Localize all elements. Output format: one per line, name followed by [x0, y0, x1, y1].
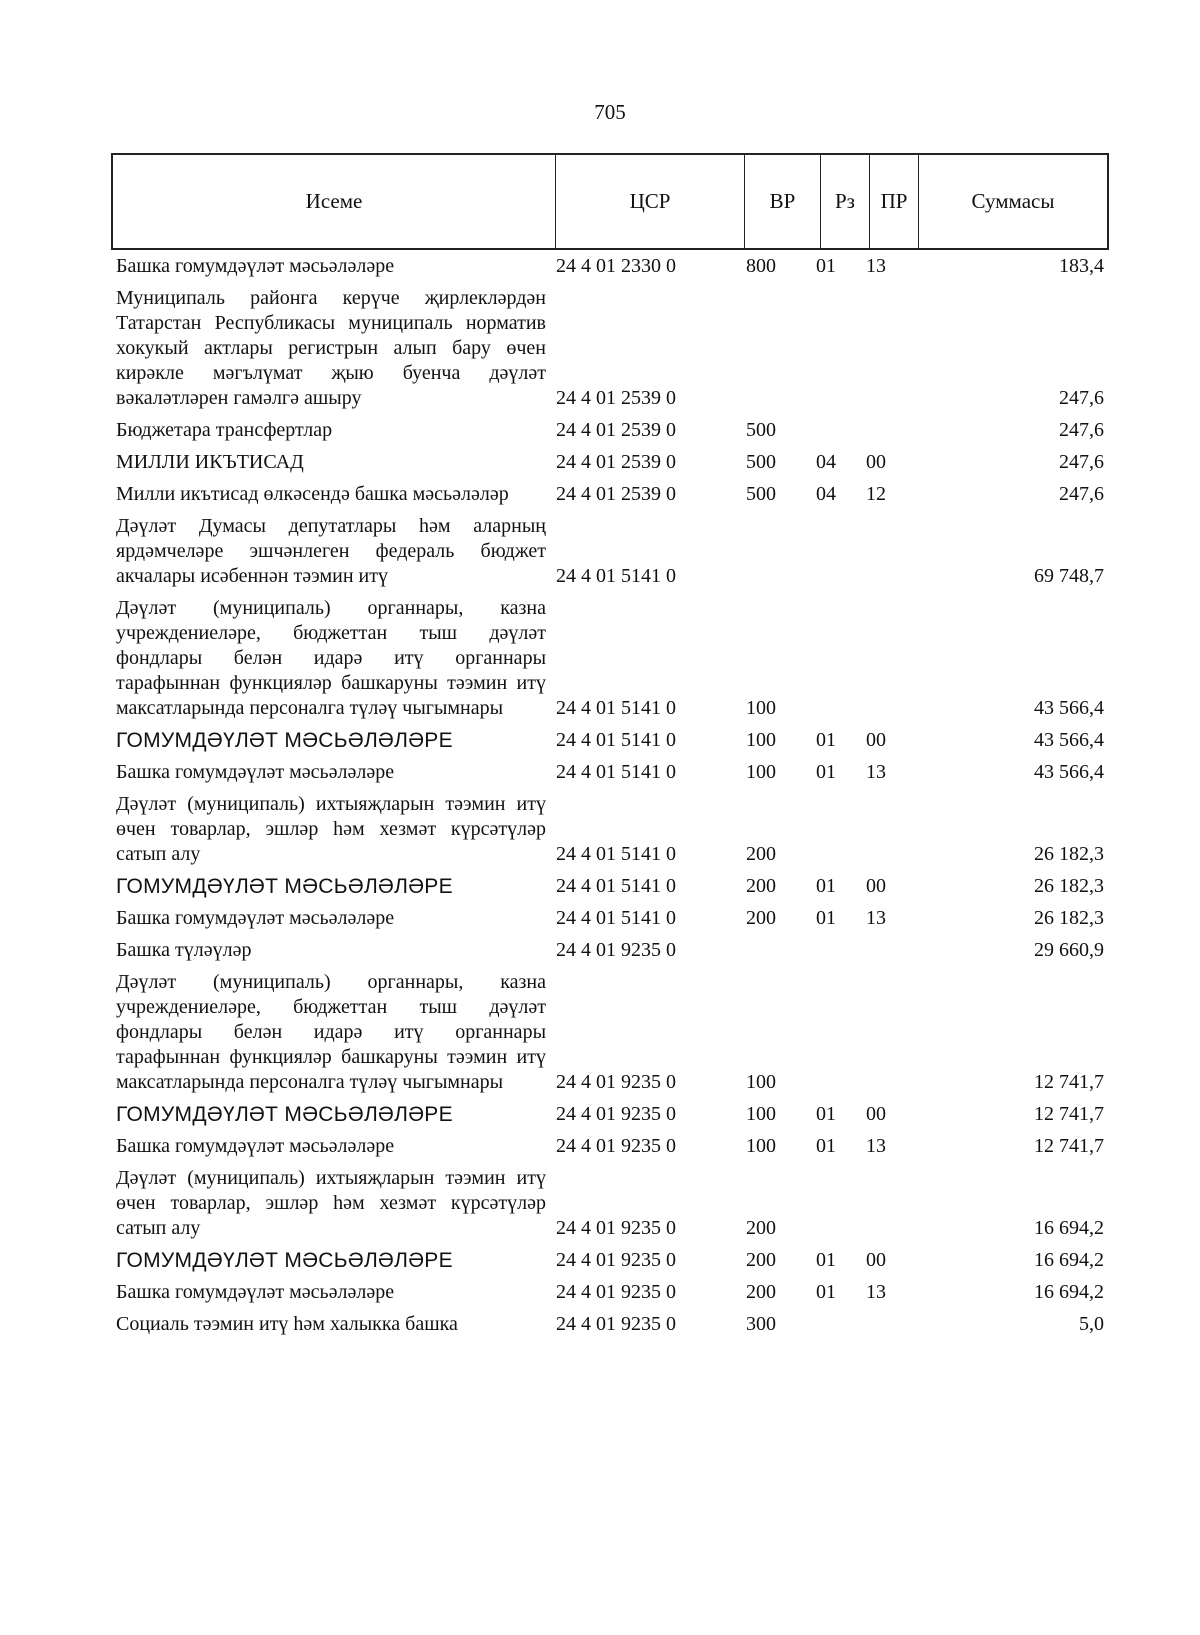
row-pr: 13	[866, 1135, 886, 1157]
row-sum: 183,4	[1059, 255, 1104, 277]
table-row	[116, 906, 1106, 931]
row-csr: 24 4 01 2539 0	[556, 451, 676, 473]
row-name: Милли икътисад өлкәсендә башка мәсьәләләр	[116, 483, 509, 505]
row-vr: 200	[746, 875, 776, 897]
row-vr: 200	[746, 1281, 776, 1303]
row-csr: 24 4 01 5141 0	[556, 729, 676, 751]
table-row	[116, 760, 1106, 785]
row-pr: 12	[866, 483, 886, 505]
table-row	[116, 1102, 1106, 1127]
row-sum: 26 182,3	[1034, 843, 1104, 865]
table-body	[116, 254, 1106, 1344]
row-vr: 100	[746, 1071, 776, 1093]
row-name: ГОМУМДӘҮЛӘТ МӘСЬӘЛӘЛӘРЕ	[116, 875, 453, 898]
row-sum: 26 182,3	[1034, 907, 1104, 929]
row-csr: 24 4 01 5141 0	[556, 907, 676, 929]
row-csr: 24 4 01 9235 0	[556, 1103, 676, 1125]
row-vr: 100	[746, 697, 776, 719]
row-csr: 24 4 01 5141 0	[556, 875, 676, 897]
table-row	[116, 1280, 1106, 1305]
row-sum: 29 660,9	[1034, 939, 1104, 961]
header-sum: Суммасы	[971, 189, 1055, 213]
row-pr: 13	[866, 761, 886, 783]
row-vr: 100	[746, 1135, 776, 1157]
row-sum: 12 741,7	[1034, 1135, 1104, 1157]
row-sum: 43 566,4	[1034, 761, 1104, 783]
header-pr: ПР	[870, 155, 919, 248]
row-csr: 24 4 01 9235 0	[556, 1071, 676, 1093]
table-row	[116, 450, 1106, 475]
row-csr: 24 4 01 2330 0	[556, 255, 676, 277]
header-rz: Рз	[821, 155, 870, 248]
row-sum: 16 694,2	[1034, 1217, 1104, 1239]
row-rz: 01	[816, 875, 836, 897]
row-name: Дәүләт Думасы депутатлары һәм аларның ярдәмчеләре эшчәнлеген федераль бюджет акчалары исәбеннән тәэмин итү	[116, 515, 546, 587]
row-vr: 200	[746, 1249, 776, 1271]
row-rz: 01	[816, 1103, 836, 1125]
row-rz: 01	[816, 1135, 836, 1157]
row-name: Башка гомумдәүләт мәсьәләләре	[116, 1281, 395, 1303]
row-csr: 24 4 01 9235 0	[556, 1281, 676, 1303]
table-row	[116, 254, 1106, 279]
row-vr: 100	[746, 1103, 776, 1125]
table-row	[116, 728, 1106, 753]
row-vr: 200	[746, 1217, 776, 1239]
row-vr: 100	[746, 729, 776, 751]
row-rz: 01	[816, 1281, 836, 1303]
row-sum: 247,6	[1059, 483, 1104, 505]
table-row	[116, 1312, 1106, 1337]
row-sum: 12 741,7	[1034, 1103, 1104, 1125]
row-sum: 247,6	[1059, 419, 1104, 441]
row-pr: 13	[866, 907, 886, 929]
row-name: Социаль тәэмин итү һәм халыкка башка	[116, 1313, 458, 1335]
row-rz: 04	[816, 483, 836, 505]
row-csr: 24 4 01 2539 0	[556, 387, 676, 409]
row-name: Башка гомумдәүләт мәсьәләләре	[116, 1135, 395, 1157]
row-pr: 00	[866, 1103, 886, 1125]
row-vr: 200	[746, 843, 776, 865]
table-header	[111, 153, 1109, 250]
row-csr: 24 4 01 9235 0	[556, 1249, 676, 1271]
table-row	[116, 1166, 1106, 1241]
row-sum: 16 694,2	[1034, 1249, 1104, 1271]
row-sum: 26 182,3	[1034, 875, 1104, 897]
row-name: МИЛЛИ ИКЪТИСАД	[116, 451, 304, 473]
row-csr: 24 4 01 2539 0	[556, 483, 676, 505]
row-vr: 500	[746, 451, 776, 473]
row-name: Башка түләүләр	[116, 939, 252, 961]
header-name: Исеме	[113, 155, 556, 248]
row-vr: 800	[746, 255, 776, 277]
row-vr: 100	[746, 761, 776, 783]
row-name: ГОМУМДӘҮЛӘТ МӘСЬӘЛӘЛӘРЕ	[116, 1103, 453, 1126]
row-sum: 16 694,2	[1034, 1281, 1104, 1303]
row-sum: 12 741,7	[1034, 1071, 1104, 1093]
table-row	[116, 596, 1106, 721]
row-vr: 200	[746, 907, 776, 929]
row-name: Дәүләт (муниципаль) ихтыяҗларын тәэмин итү өчен товарлар, эшләр һәм хезмәт күрсәтүләр сатып алу	[116, 1167, 546, 1239]
row-sum: 43 566,4	[1034, 729, 1104, 751]
row-sum: 247,6	[1059, 387, 1104, 409]
row-pr: 13	[866, 255, 886, 277]
table-row	[116, 938, 1106, 963]
row-pr: 00	[866, 1249, 886, 1271]
row-pr: 00	[866, 729, 886, 751]
row-pr: 00	[866, 451, 886, 473]
row-name: Башка гомумдәүләт мәсьәләләре	[116, 761, 395, 783]
row-pr: 13	[866, 1281, 886, 1303]
row-name: Дәүләт (муниципаль) органнары, казна учреждениеләре, бюджеттан тыш дәүләт фондлары белән идарә итү органнары тарафыннан функцияләр башкаруны тәэмин итү максатларында персоналга түләү чыгымнары	[116, 971, 546, 1093]
row-vr: 300	[746, 1313, 776, 1335]
row-rz: 01	[816, 907, 836, 929]
row-csr: 24 4 01 9235 0	[556, 1135, 676, 1157]
row-name: Дәүләт (муниципаль) органнары, казна учреждениеләре, бюджеттан тыш дәүләт фондлары белән идарә итү органнары тарафыннан функцияләр башкаруны тәэмин итү максатларында персоналга түләү чыгымнары	[116, 597, 546, 719]
row-rz: 01	[816, 729, 836, 751]
row-rz: 01	[816, 761, 836, 783]
row-rz: 04	[816, 451, 836, 473]
row-vr: 500	[746, 419, 776, 441]
table-row	[116, 1248, 1106, 1273]
row-rz: 01	[816, 255, 836, 277]
row-name: Бюджетара трансфертлар	[116, 419, 333, 441]
row-csr: 24 4 01 9235 0	[556, 1217, 676, 1239]
row-sum: 69 748,7	[1034, 565, 1104, 587]
header-vr: ВР	[745, 155, 821, 248]
row-pr: 00	[866, 875, 886, 897]
row-csr: 24 4 01 9235 0	[556, 939, 676, 961]
table-row	[116, 874, 1106, 899]
row-name: ГОМУМДӘҮЛӘТ МӘСЬӘЛӘЛӘРЕ	[116, 729, 453, 752]
row-sum: 5,0	[1079, 1313, 1104, 1335]
table-row	[116, 482, 1106, 507]
row-name: Дәүләт (муниципаль) ихтыяҗларын тәэмин итү өчен товарлар, эшләр һәм хезмәт күрсәтүләр сатып алу	[116, 793, 546, 865]
row-csr: 24 4 01 5141 0	[556, 565, 676, 587]
row-csr: 24 4 01 5141 0	[556, 761, 676, 783]
row-name: ГОМУМДӘҮЛӘТ МӘСЬӘЛӘЛӘРЕ	[116, 1249, 453, 1272]
row-name: Башка гомумдәүләт мәсьәләләре	[116, 255, 395, 277]
row-rz: 01	[816, 1249, 836, 1271]
row-sum: 247,6	[1059, 451, 1104, 473]
page-number: 705	[594, 100, 626, 124]
row-vr: 500	[746, 483, 776, 505]
row-csr: 24 4 01 2539 0	[556, 419, 676, 441]
table-row	[116, 418, 1106, 443]
row-csr: 24 4 01 5141 0	[556, 697, 676, 719]
row-name: Башка гомумдәүләт мәсьәләләре	[116, 907, 395, 929]
table-row	[116, 970, 1106, 1095]
table-row	[116, 286, 1106, 411]
row-csr: 24 4 01 5141 0	[556, 843, 676, 865]
row-sum: 43 566,4	[1034, 697, 1104, 719]
row-name: Муниципаль районга керүче җирлекләрдән Татарстан Республикасы муниципаль норматив хокукый актлары регистрын алып бару өчен кирәкле мәгълүмат җыю буенча дәүләт вәкаләтләрен гамәлгә ашыру	[116, 287, 546, 409]
row-csr: 24 4 01 9235 0	[556, 1313, 676, 1335]
header-csr: ЦСР	[556, 155, 745, 248]
table-row	[116, 1134, 1106, 1159]
table-row	[116, 792, 1106, 867]
table-row	[116, 514, 1106, 589]
